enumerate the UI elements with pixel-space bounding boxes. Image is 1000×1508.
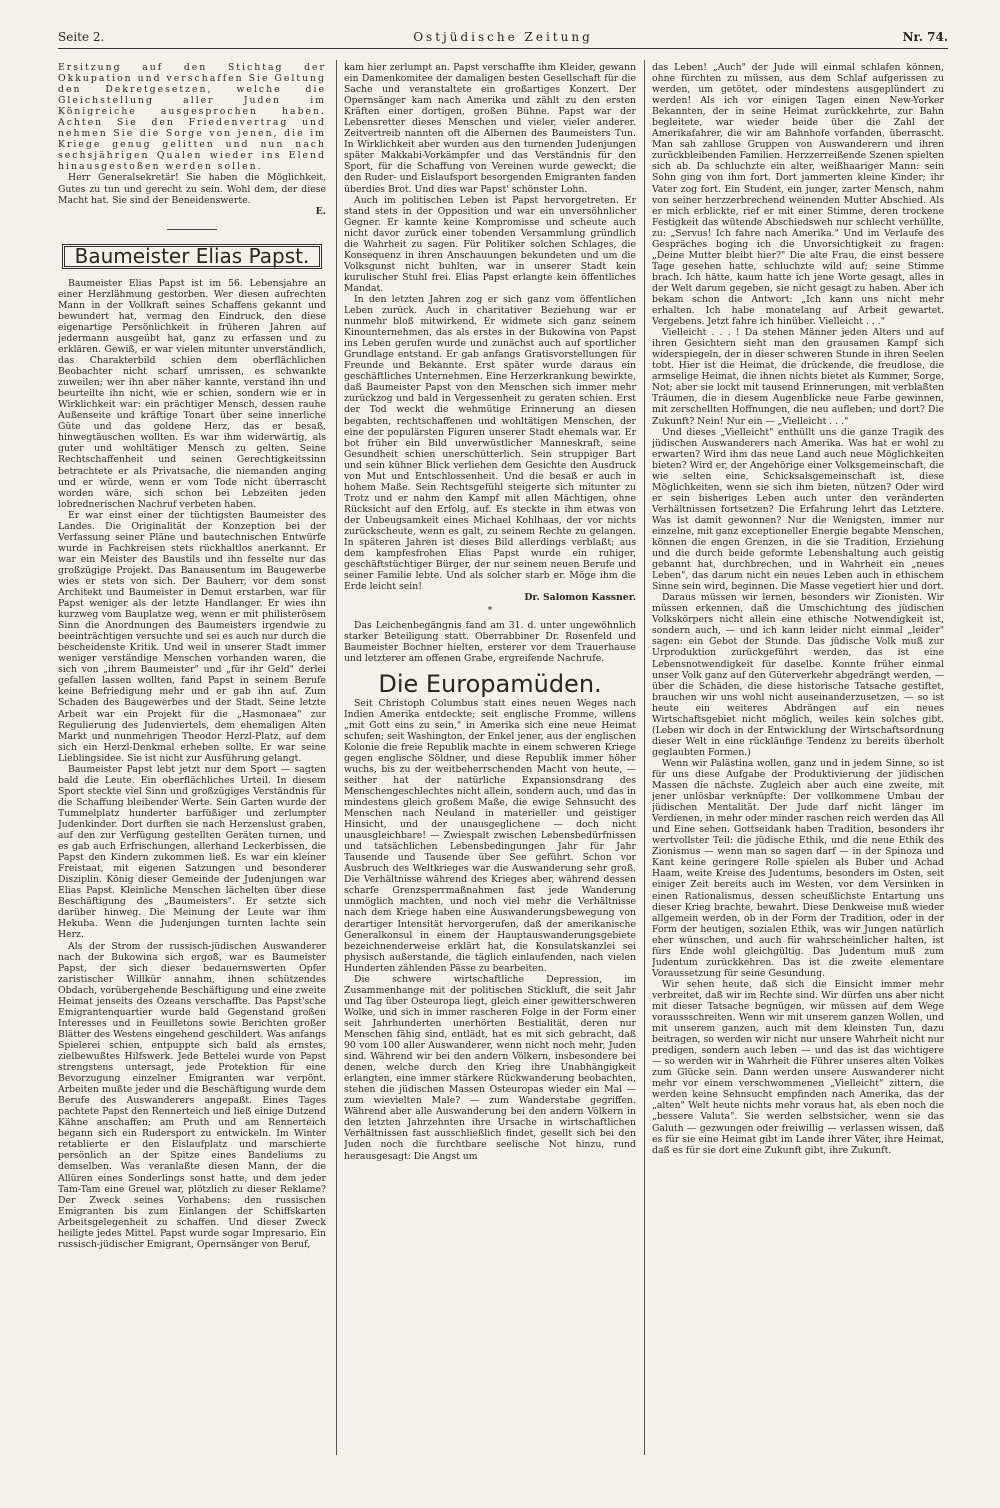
asterisk-separator: * [487, 606, 493, 617]
column-3 [652, 62, 944, 1457]
funeral-paragraph: Das Leichenbegängnis fand am 31. d. unter ungewöhnlich starker Beteiligung statt. Oberrabbiner Dr. Rosenfeld und Baumeister Bochner hielten, ersterer vor dem Trauerhause und letzterer am offenen Grabe, ergreifende Nachrufe. [344, 620, 636, 665]
europa-paragraph-2: Die schwere wirtschaftliche Depression, im Zusammenhange mit der politischen Stickluft, die seit Jahr und Tag über Osteuropa liegt, gleich einer gewitterschweren Wolke, und sich in immer rascheren Folge in der Form einer seit Jahrhunderten unerhörten Bestialität, deren nur Menschen fähig sind, entlädt, hat es mit sich gebracht, daß 90 vom 100 aller Auswanderer, wenn nicht noch mehr, Juden sind. Während wir bei den andern Völkern, insbesondere bei denen, welche durch den Krieg ihre Unabhängigkeit erlangten, eine immer stärkere Rückwanderung beobachten, stehen die jüdischen Massen Osteuropas wieder ein Mal — zum wievielten Male? — zum Wanderstabe gegriffen. Während aber alle Auswanderung bei den andern Völkern in den letzten Jahrzehnten ihre Ursache in wirtschaftlichen Verhältnissen fast ausschließlich findet, gesellt sich bei den Juden noch die furchtbare seelische Not hinzu, rund herausgesagt: Die Angst um [344, 973, 636, 1162]
article-title-papst: Baumeister Elias Papst. [62, 244, 322, 269]
column-2 [344, 62, 636, 1457]
papst-paragraph-5: kam hier zerlumpt an. Papst verschaffte ihm Kleider, gewann ein Damenkomitee der damaligen besten Gesellschaft für die Sache und veranstaltete ein großartiges Konzert. Der Opernsänger kam nach Amerika und zählt zu den ersten Kräften einer dortigen, großen Bühne. Papst war der Lebensretter dieses Menschen und vieler, vieler anderer. Zeitvertreib nannten oft die Albernen des Baumeisters Tun. In Wirklichkeit aber wurden aus den turnenden Judenjungen später Makkabi-Vorkämpfer und das Verständnis für den Sport, für die Schaffung von Vereinen wurde geweckt; die den Ruder- und Eislaufsport besorgenden Emigranten fanden überdies Brot. Und dies war Papst' schönster Lohn. [344, 62, 636, 195]
europa-paragraph-4: Vielleicht . . . ! Da stehen Männer jeden Alters und auf ihren Gesichtern sieht man den grausamen Kampf sich widerspiegeln, der in dieser schweren Stunde in ihren Seelen tobt. Hier ist die Heimat, die drückende, die freudlose, die armselige Heimat, die ihnen nichts bietet als Kummer, Sorge, Not; aber sie lockt mit tausend Erinnerungen, mit verblaßten Träumen, die in diesem Augenblicke neue Farbe gewinnen, mit zerschellten Hoffnungen, die neu aufleben; und dort? Die Zukunft? Nein! Nur ein — „Vielleicht . . ." [652, 327, 944, 427]
papst-paragraph-3: Baumeister Papst lebt jetzt nur dem Sport — sagten bald die Leute. Ein oberflächliches Urteil. In diesem Sport steckte viel Sinn und großzügiges Verständnis für die Schaffung bleibender Werte. Sein Garten wurde der Tummelplatz hunderter barfüßiger und zerlumpter Judenkinder. Dort durften sie nach Herzenslust graben, auf den zur Verfügung gestellten Geräten turnen, und es gab auch Erfrischungen, allerhand Leckerbissen, die Papst den Kindern zukommen ließ. Es war ein kleiner Freistaat, mit eigenen Satzungen und besonderer Disziplin. König dieser Gemeinde der Judenjungen war Elias Papst. Kleinliche Menschen lächelten über diese Beschäftigung des „Baumeisters". Er setzte sich darüber hinweg. Die Meinung der Leute war ihm Hekuba. Wenn die Judenjungen turnten lachte sein Herz. [58, 763, 326, 941]
europa-paragraph-7: Wenn wir Palästina wollen, ganz und in jedem Sinne, so ist für uns diese Aufgabe der Produktivierung der jüdischen Massen die nächste. Zugleich aber auch eine zweite, mit jener unlösbar verknüpfte: Der vollkommene Umbau der jüdischen Mentalität. Der Jude darf nicht länger im Verdienen, in mehr oder minder raschen reich werden das All und Eine sehen. Gottseidank haben Tradition, besonders ihr wertvollster Teil: die jüdische Ethik, und die neue Ethik des Zionismus — wenn man so sagen darf — in der Spinoza und Kant keine geringere Rolle spielen als Buber und Achad Haam, weite Kreise des Judentums, besonders im Osten, seit einiger Zeit bereits auch im Westen, vor dem Versinken in einen Rationalismus, dessen scheußlichste Entartung uns dieser Krieg brachte, bewahrt. Diese Denkweise muß wieder allgemein werden, ob in der Form der Tradition, oder in der Form der heutigen, sozialen Ethik, was wir Jungen natürlich eher wünschen, und auch für wahrscheinlicher halten, ist fürs Ende wohl gleichgültig. Das Judentum muß zum Judentum zurückkehren. Das ist die zweite elementare Voraussetzung für seine Gesundung. [652, 757, 944, 979]
papst-paragraph-7: In den letzten Jahren zog er sich ganz vom öffentlichen Leben zurück. Auch in charitativer Beziehung war er nunmehr bloß mitwirkend. Er widmete sich ganz seinem Kinounternehmen, das als erstes in der Bukowina von Papst ins Leben gerufen wurde und zunächst auch auf sportlicher Grundlage entstand. Er gab anfangs Gratisvorstellungen für Freunde und Bekannte. Erst später wurde daraus ein geschäftliches Unternehmen. Eine Herzerkrankung bewirkte, daß Baumeister Papst von den Menschen sich immer mehr zurückzog und bald in Vergessenheit zu geraten schien. Erst der Tod weckt die wehmütige Erinnerung an diesen begabten, rechtschaffenen und wohltätigen Menschen, der eine der populärsten Figuren unserer Stadt ehemals war. Er bot früher ein Bild unverwüstlicher Manneskraft, seine Gesundheit schien unerschütterlich. Sein struppiger Bart und sein kühner Blick verliehen dem Gesichte den Ausdruck von Mut und Entschlossenheit. Und die besaß er auch in hohem Maße. Sein Rechtsgefühl steigerte sich mitunter zu Trotz und er nahm den Kampf mit allen Mächtigen, ohne Rücksicht auf den Erfolg, auf. Es steckte in ihm etwas von der Unbeugsamkeit eines Michael Kohlhaas, der vor nichts zurückscheute, wenn es galt, zu seinem Rechte zu gelangen. In späteren Jahren ist dieses Bild allerdings verblaßt; aus dem kampfesfrohen Elias Papst wurde ein ruhiger, geschäftstüchtiger Bürger, der nur seinem neuen Berufe und seiner Familie lebte. Und als solcher starb er. Möge ihm die Erde leicht sein! [344, 293, 636, 593]
europa-paragraph-1: Seit Christoph Columbus statt eines neuen Weges nach Indien Amerika entdeckte; seit englische Fromme, willens „mit Gott eins zu sein," in Amerika sich eine neue Heimat schufen; seit Washington, der Enkel jener, aus der englischen Kolonie die freie Republik machte in einem schweren Kriege gegen englische Söldner, und diese Republik immer höher wuchs, bis zu der weitbeherrschenden Macht von heute, — seither hat der natürliche Expansionsdrang des Menschengeschlechtes nicht allein, sondern auch, und das in mindestens gleich großem Maße, die ewige Sehnsucht des Menschen nach Neuland in materieller und geistiger Hinsicht, und der unausgeglichene — doch nicht unausgleichbare! — Zwiespalt zwischen Lebensbedürfnissen und tatsächlichen Lebensbedingungen Jahr für Jahr Tausende und Tausende über See geführt. Schon vor Ausbruch des Weltkrieges war die Auswanderung sehr groß. Die Verhältnisse während des Krieges aber, während dessen scharfe Grenzsperrmaßnahmen fast jede Wanderung unmöglich machten, und noch viel mehr die Verhältnisse nach dem Kriege haben eine Auswanderungsbewegung von derartiger Intensität hervorgerufen, daß der amerikanische Generalkonsul in einem der Hauptauswanderungsgebiete bezeichnenderweise erklärt hat, die Konsulatskanzlei sei physisch außerstande, die täglich einlaufenden, nach vielen Hunderten zählenden Pässe zu bearbeiten. [344, 697, 636, 974]
europa-paragraph-3: das Leben! „Auch" der Jude will einmal schlafen können, ohne fürchten zu müssen, aus dem Schlaf aufgerissen zu werden, um getötet, oder mindestens ausgeplündert zu werden! Als ich vor einigen Tagen einen New-Yorker Bekannten, der in seine Heimat zurückkehrte, zur Bahn begleitete, war wieder beide über die Zahl der Amerikafahrer, die wir am Bahnhofe vorfanden, überrascht. Man sah zahllose Gruppen von Auswanderern und ihren zurückbleibenden Familien. Herzzerreißende Szenen spielten sich ab. Da schluchzte ein alter, weißhaariger Mann: sein Sohn ging von ihm fort. Dort jammerten kleine Kinder; ihr Vater zog fort. Ein Student, ein junger, zarter Mensch, nahm von seiner herzzerbrechend weinenden Mutter Abschied. Als er mich erblickte, rief er mit einer Stimme, deren trockene Festigkeit das wütende Abschiedsweh nur schlecht verhüllte, zu: „Servus! Ich fahre nach Amerika." Und im Verlaufe des Gespräches boging ich die Unvorsichtigkeit zu fragen: „Deine Mutter bleibt hier?" Die alte Frau, die einst bessere Tage gesehen hatte, schluchzte wild auf; seine Stimme brach. Ich hätte, kaum hatte ich jene Worte gesagt, alles in der Welt darum gegeben, sie nicht gesagt zu haben. Aber ich bekam schon die Antwort: „Ich kann uns nicht mehr erhalten. Ich habe monatelang auf Arbeit gewartet. Vergebens. Jetzt fahre ich hinüber. Vielleicht . . ." [652, 62, 944, 328]
intro-signature: E. [315, 205, 326, 217]
column-divider-2 [644, 60, 645, 1455]
papst-paragraph-1: Baumeister Elias Papst ist im 56. Lebensjahre an einer Herzlähmung gestorben. Wer diesen aufrechten Mann in der Vollkraft seines Schaffens gekannt und bewundert hat, vermag den Eindruck, den diese eigenartige Persönlichkeit in früheren Jahren auf jedermann ausgeübt hat, ganz zu erfassen und zu erklären. Gewiß, er war vielen mitunter unverständlich, das Charakterbild schien dem oberflächlichen Beobachter nicht scharf umrissen, es schwankte zuweilen; wer ihn aber näher kannte, verstand ihn und beurteilte ihn nicht, wie er schien, sondern wie er in Wirklichkeit war: ein prächtiger Mensch, dessen rauhe Außenseite und kräftige Tonart über seine innerliche Güte und das goldene Herz, das er besaß, hinwegtäuschen wollten. Es war ihm widerwärtig, als guter und wohltätiger Mensch zu gelten. Seine Rechtschaffenheit und seinen Gerechtigkeitssinn betrachtete er als Privatsache, die niemanden anging und er würde, wenn er vom Tode nicht überrascht worden wäre, sich schon bei Lebzeiten jeden lobrednerischen Nachruf verbeten haben. [58, 277, 326, 510]
papst-paragraph-4: Als der Strom der russisch-jüdischen Auswanderer nach der Bukowina sich ergoß, war es Baumeister Papst, der sich dieser bedauernswerten Opfer zaristischer Willkür annahm, ihnen schützendes Obdach, vorübergehende Beschäftigung und eine zweite Heimat jenseits des Ozeans verschaffte. Das Papst'sche Emigrantenquartier wurde bald Gegenstand großen Interesses und in Feuilletons sowie Berichten großer Blätter des Westens eingehend geschildert. Was anfangs Spielerei schien, entpuppte sich bald als ernstes, zielbewußtes Hilfswerk. Jede Bettelei wurde von Papst strengstens untersagt, jede Protektion für eine Bevorzugung einzelner Emigranten war verpönt. Arbeiten mußte jeder und die Beschäftigung wurde dem Berufe des Auswanderers angepaßt. Eines Tages pachtete Papst den Rennerteich und ließ einige Dutzend Kähne anschaffen; am Pruth und am Rennerteich begann sich ein Rudersport zu entwickeln. Im Winter retablierte er den Eislaufplatz und marschierte persönlich an der Spitze eines Bandeliums zu demselben. Was veranlaßte diesen Mann, der die Allüren eines Sonderlings sonst hatte, und dem jeder Tam-Tam eine Greuel war, plötzlich zu dieser Reklame? Der Zweck seines Vorhabens: den russischen Emigranten bis zum Einlangen der Schiffskarten Arbeitsgelegenheit zu schaffen. Und dieser Zweck heiligte jedes Mittel. Papst wurde sogar Impresario. Ein russisch-jüdischer Emigrant, Opernsänger von Beruf, [58, 940, 326, 1250]
europa-paragraph-5: Und dieses „Vielleicht" enthüllt uns die ganze Tragik des jüdischen Auswanderers nach Amerika. Was hat er wohl zu erwarten? Wird ihm das neue Land auch neue Möglichkeiten bieten? Wird er, der Angehörige einer Volksgemeinschaft, die wie selten eine, Schicksalsgemeinschaft ist, diese Möglichkeiten, wenn sie sich ihm bieten, nützen? Oder wird er sein bisheriges Leben auch unter den veränderten Verhältnissen fortsetzen? Die Erfahrung lehrt das Letztere. Was ist damit gewonnen? Nur die Wenigsten, immer nur einzelne, mit ganz exceptioneller Energie begabte Menschen, können die engen Grenzen, in die sie Tradition, Erziehung und die durch beide geformte Lebenshaltung auch geistig gebannt hat, durchbrechen, und in Wahrheit ein „neues Leben", das darum nicht ein neues Leben auch in ethischem Sinne sein wird, beginnen. Die Masse vegetiert hier und dort. [652, 426, 944, 593]
section-separator [167, 229, 217, 230]
papst-paragraph-2: Er war einst einer der tüchtigsten Baumeister des Landes. Die Originalität der Konzeption bei der Verfassung seiner Pläne und bautechnischen Entwürfe wurde in Fachkreisen stets rückhaltlos anerkannt. Er war ein Meister des Baustils und ihn fesselte nur das großzügige Projekt. Das Banausentum im Baugewerbe wies er stets von sich. Der Bauherr, vor dem sonst Architekt und Baumeister in Demut erstarben, war für Papst weniger als der letzte Handlanger. Er wies ihn kurzweg vom Bauplatze weg, wenn er mit philisterösem Sinn die Anordnungen des Baumeisters irgendwie zu beeinträchtigen versuchte und sei es auch nur durch die bescheidenste Kritik. Und weil in unserer Stadt immer weniger verständige Menschen vorhanden waren, die sich von „ihrem Baumeister" und „für ihr Geld" derlei gefallen lassen wollten, fand Papst in seinem Berufe keine Befriedigung mehr und er gab ihn auf. Zum Schaden des Baugewerbes und der Stadt. Seine letzte Arbeit war ein Projekt für die „Hasmonaea" zur Regulierung des Judenviertels, dem ehemaligen Alten Markt und nunmehrigen Theodor Herzl-Platz, auf dem sich ein Herzl-Denkmal erheben sollte. Er war seine Lieblingsidee. Sie ist nicht zur Ausführung gelangt. [58, 509, 326, 764]
header-rule [58, 48, 948, 49]
papst-paragraph-6: Auch im politischen Leben ist Papst hervorgetreten. Er stand stets in der Opposition und war ein unversöhnlicher Gegner. Er kannte keine Kompromisse und scheute auch nicht davor zurück einer tobenden Versammlung gründlich die Wahrheit zu sagen. Für Politiker solchen Schlages, die Konsequenz in ihren Anschauungen bekundeten und um die Volksgunst nicht buhlten, war in unserer Stadt kein kurulischer Stuhl frei. Elias Papst erlangte kein öffentliches Mandat. [344, 194, 636, 294]
column-divider-1 [336, 60, 337, 1455]
article-author: Dr. Salomon Kassner. [524, 592, 636, 604]
europa-paragraph-6: Daraus müssen wir lernen, besonders wir Zionisten. Wir müssen erkennen, daß die Umschichtung des jüdischen Volkskörpers nicht allein eine ethische Notwendigkeit ist, sondern auch, — und ich kann leider nicht einmal „leider" sagen: ein Gebot der Stunde. Das jüdische Volk muß zur Urproduktion zurückgeführt werden, das ist eine Lebensnotwendigkeit für daselbe. Konnte früher einmal unser Volk ganz auf den Güterverkehr abgedrängt werden, — über die Schäden, die diese historische Tatsache gestiftet, brauchen wir uns wohl nicht auseinanderzusetzen, — so ist heute ein weiteres Abdrängen auf ein neues Wirtschaftsgebiet nicht möglich, weiles kein solches gibt. (Leben wir doch in der Entwicklung der Wirtschaftsordnung dieser Welt in eine rückläufige Tendenz zu bereits überholt geglaubten Formen.) [652, 592, 944, 758]
article-title-europamueden: Die Europamüden. [378, 669, 602, 698]
column-1 [58, 62, 326, 1457]
newspaper-title: Ostjüdische Zeitung [413, 30, 593, 44]
europa-paragraph-8: Wir sehen heute, daß sich die Einsicht immer mehr verbreitet, daß wir im Rechte sind. Wir dürfen uns aber nicht mit dieser Tatsache begnügen, wir müssen auf dem Wege voraussschreiten. Wenn wir mit unserem ganzen Wollen, und mit unserem ganzen, auch mit dem kleinsten Tun, dazu beitragen, so werden wir nicht nur unsere Wahrheit nicht nur predigen, sondern auch leben — und das ist das wichtigere — so werden wir in Wahrheit die Führer unseres alten Volkes zum Glücke sein. Dann werden unsere Auswanderer nicht mehr vor einem verschwommenen „Vielleicht" zittern, die werden keine Sehnsucht empfinden nach Amerika, das der „alten" Welt heute nichts mehr voraus hat, als eben noch die „bessere Valuta". Sie werden selbstsicher, wenn sie das Galuth — gezwungen oder freiwillig — verlassen wissen, daß es für sie eine Heimat gibt im Lande ihrer Väter, ihre Heimat, daß es für sie dort eine Zukunft gibt, ihre Zukunft. [652, 978, 944, 1156]
page-number: Seite 2. [58, 30, 105, 44]
intro-paragraph-2: Herr Generalsekretär! Sie haben die Möglichkeit, Gutes zu tun und gerecht zu sein. Wohl dem, der diese Macht hat. Sie sind der Beneidenswerte. [58, 172, 326, 206]
intro-paragraph-1: Ersitzung auf den Stichtag der Okkupation und verschaffen Sie Geltung den Dekretgesetzen, welche die Gleichstellung aller Juden im Königreiche ausgesprochen haben. Achten Sie den Friedenvertrag und nehmen Sie die Sorge von jenen, die im Kriege genug gelitten und nun nach sechsjährigen Qualen wieder ins Elend hinausgestoßen werden sollen. [58, 62, 326, 173]
page-header [58, 30, 948, 48]
issue-number: Nr. 74. [902, 30, 948, 44]
